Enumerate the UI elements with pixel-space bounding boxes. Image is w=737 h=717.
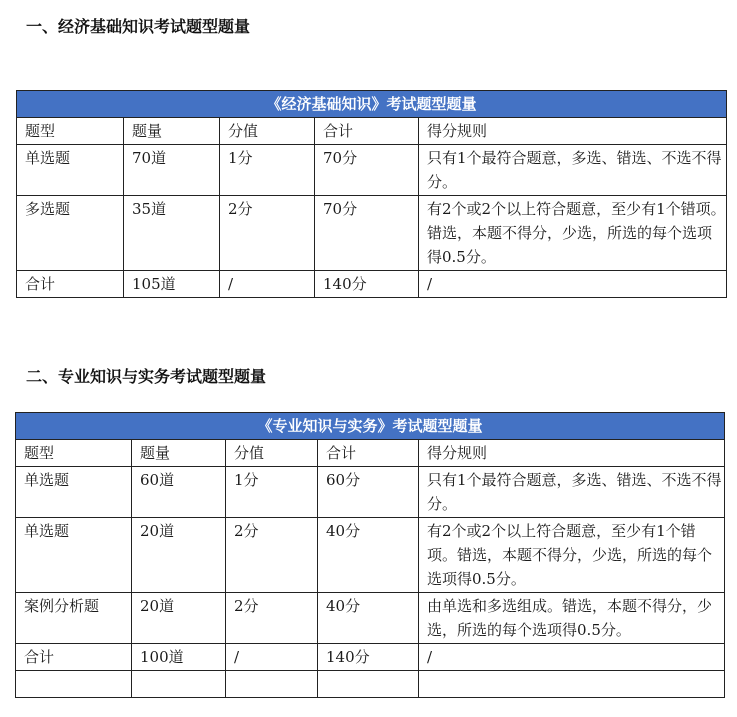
table-cell: 100道 xyxy=(132,644,226,671)
table-cell: 只有1个最符合题意，多选、错选、不选不得分。 xyxy=(419,467,725,518)
table-row xyxy=(16,518,725,593)
table-row xyxy=(17,196,727,271)
table-cell: / xyxy=(419,644,725,671)
table-cell: 20道 xyxy=(132,593,226,644)
column-header: 得分规则 xyxy=(419,118,727,145)
table-cell: 案例分析题 xyxy=(16,593,132,644)
table-cell: 70道 xyxy=(124,145,220,196)
table-header-row xyxy=(17,118,727,145)
table-cell: 单选题 xyxy=(17,145,124,196)
table-cell: 只有1个最符合题意，多选、错选、不选不得分。 xyxy=(419,145,727,196)
table-cell: / xyxy=(220,271,315,298)
table-row-total xyxy=(16,644,725,671)
table-cell: 单选题 xyxy=(16,467,132,518)
column-header: 合计 xyxy=(318,440,419,467)
table-cell: 40分 xyxy=(318,518,419,593)
section-heading-economics: 一、经济基础知识考试题型题量 xyxy=(26,17,251,36)
table-cell: 单选题 xyxy=(16,518,132,593)
table-row-total xyxy=(17,271,727,298)
table-row xyxy=(17,145,727,196)
table-title: 《经济基础知识》考试题型题量 xyxy=(17,91,727,118)
column-header: 得分规则 xyxy=(419,440,725,467)
column-header: 题型 xyxy=(17,118,124,145)
table-cell: 有2个或2个以上符合题意，至少有1个错项。错选，本题不得分，少选，所选的每个选项得0.5分。 xyxy=(419,196,727,271)
section-heading-professional: 二、专业知识与实务考试题型题量 xyxy=(26,367,267,386)
table-cell: 140分 xyxy=(318,644,419,671)
table-cell: / xyxy=(226,644,318,671)
table-title: 《专业知识与实务》考试题型题量 xyxy=(16,413,725,440)
table-cell xyxy=(132,671,226,698)
column-header: 分值 xyxy=(226,440,318,467)
table-cell: 多选题 xyxy=(17,196,124,271)
table-cell: 35道 xyxy=(124,196,220,271)
table-row xyxy=(16,467,725,518)
table-cell: 有2个或2个以上符合题意，至少有1个错项。错选，本题不得分，少选，所选的每个选项得0.5分。 xyxy=(419,518,725,593)
table-cell: 105道 xyxy=(124,271,220,298)
exam-table-economics xyxy=(16,90,727,298)
table-row xyxy=(16,593,725,644)
table-cell: 2分 xyxy=(226,518,318,593)
table-cell: 1分 xyxy=(220,145,315,196)
table-cell xyxy=(419,671,725,698)
column-header: 合计 xyxy=(315,118,419,145)
table-cell: 60分 xyxy=(318,467,419,518)
table-cell: 40分 xyxy=(318,593,419,644)
column-header: 题量 xyxy=(132,440,226,467)
table-cell: 70分 xyxy=(315,196,419,271)
table-cell: 140分 xyxy=(315,271,419,298)
table-cell: 合计 xyxy=(16,644,132,671)
column-header: 题量 xyxy=(124,118,220,145)
table-cell xyxy=(318,671,419,698)
table-cell: / xyxy=(419,271,727,298)
table-cell: 由单选和多选组成。错选，本题不得分，少选，所选的每个选项得0.5分。 xyxy=(419,593,725,644)
table-cell: 2分 xyxy=(226,593,318,644)
table-cell: 20道 xyxy=(132,518,226,593)
table-cell: 2分 xyxy=(220,196,315,271)
table-cell: 1分 xyxy=(226,467,318,518)
table-cell xyxy=(16,671,132,698)
column-header: 题型 xyxy=(16,440,132,467)
table-cell: 70分 xyxy=(315,145,419,196)
exam-table-professional xyxy=(15,412,725,698)
table-cell xyxy=(226,671,318,698)
table-cell: 60道 xyxy=(132,467,226,518)
column-header: 分值 xyxy=(220,118,315,145)
table-title-row xyxy=(17,91,727,118)
table-header-row xyxy=(16,440,725,467)
table-row-empty xyxy=(16,671,725,698)
table-title-row xyxy=(16,413,725,440)
table-cell: 合计 xyxy=(17,271,124,298)
